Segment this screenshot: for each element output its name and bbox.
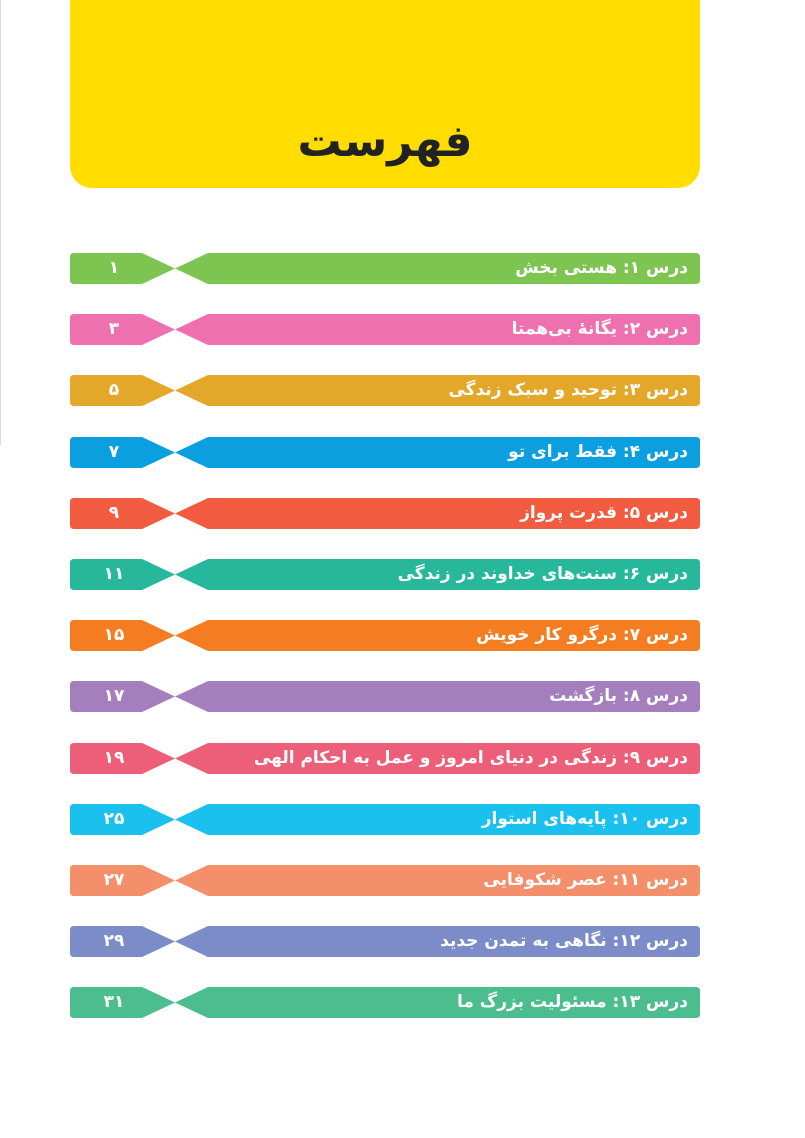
toc-row[interactable] [70,559,700,590]
toc-row[interactable] [70,804,700,835]
page-title: فهرست [297,116,473,167]
page-number: ۱۷ [103,686,125,707]
lesson-title: درس ۱۳: مسئولیت بزرگ ما [456,992,688,1013]
page-number: ۱۱ [103,564,125,584]
toc-row[interactable] [70,375,700,406]
page-number: ۵ [108,380,120,401]
lesson-title: درس ۷: درگرو کار خویش [476,625,688,646]
toc-row[interactable] [70,681,700,712]
page-number: ۱۵ [103,625,125,646]
lesson-title: درس ۵: قدرت پرواز [520,502,688,523]
page-edge-line [0,0,1,445]
page-number: ۱۹ [103,747,125,768]
toc-row[interactable] [70,620,700,651]
lesson-title: درس ۸: بازگشت [549,686,688,707]
page-number: ۲۷ [103,870,125,890]
page-number: ۳۱ [103,992,125,1013]
toc-row[interactable] [70,865,700,896]
toc-row[interactable] [70,314,700,345]
toc-row[interactable] [70,926,700,957]
page-number: ۹ [108,502,120,523]
lesson-title: درس ۱۰: پایه‌های استوار [481,808,688,829]
page-number: ۱ [108,258,120,278]
toc-row[interactable] [70,987,700,1018]
lesson-title: درس ۱۲: نگاهی به تمدن جدید [440,931,688,952]
page-number: ۲۵ [103,808,125,829]
page-number: ۷ [108,441,120,462]
toc-row[interactable] [70,498,700,529]
lesson-title: درس ۱: هستی بخش [515,258,688,278]
lesson-title: درس ۲: یگانهٔ بی‌همتا [511,319,688,340]
toc-row[interactable] [70,743,700,774]
lesson-title: درس ۱۱: عصر شکوفایی [483,870,688,890]
lesson-title: درس ۹: زندگی در دنیای امروز و عمل به احکام الهی [253,747,688,768]
toc-row[interactable] [70,437,700,468]
lesson-title: درس ۳: توحید و سبک زندگی [448,380,688,401]
lesson-title: درس ۶: سنت‌های خداوند در زندگی [397,564,688,584]
toc-row[interactable] [70,253,700,284]
header-banner [70,0,700,188]
page-number: ۲۹ [103,931,125,952]
lesson-title: درس ۴: فقط برای تو [508,441,688,462]
page-number: ۳ [108,319,120,340]
